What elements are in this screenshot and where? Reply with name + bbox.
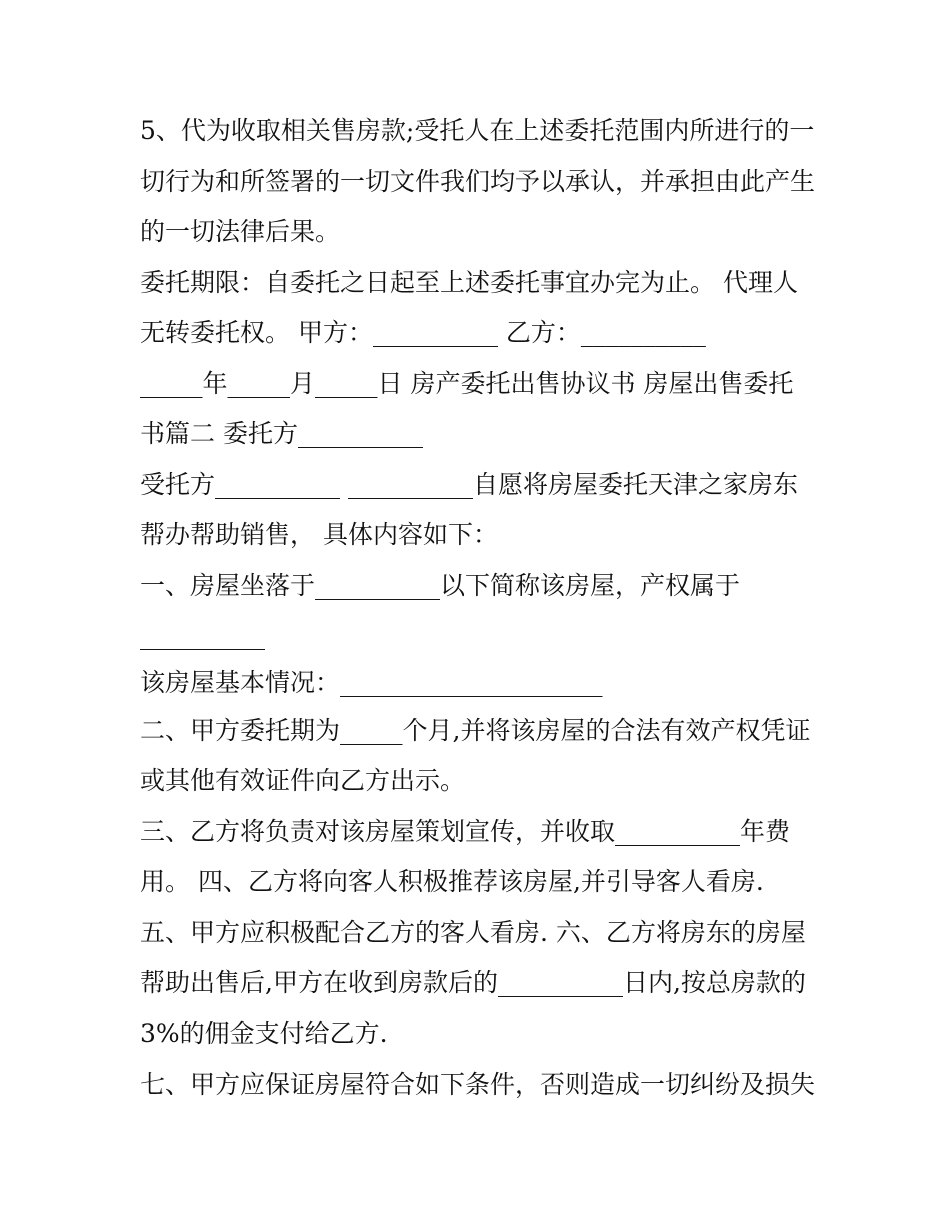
text-line: 3%的佣金支付给乙方. [140,1019,388,1048]
text-line: 受托方__________ __________自愿将房屋委托天津之家房东 [140,470,798,499]
text-line: __________ [140,621,265,650]
text-line: 帮助出售后,甲方在收到房款后的__________日内,按总房款的 [140,968,806,997]
text-line: 帮办帮助销售， 具体内容如下： [140,520,498,549]
text-line: 切行为和所签署的一切文件我们均予以承认，并承担由此产生 [140,167,816,196]
text-line: 书篇二 委托方__________ [140,419,423,448]
text-line: 五、甲方应积极配合乙方的客人看房. 六、乙方将房东的房屋 [140,918,806,947]
text-line: 七、甲方应保证房屋符合如下条件，否则造成一切纠纷及损失 [140,1070,816,1099]
text-line: 三、乙方将负责对该房屋策划宣传，并收取__________年费 [140,817,791,846]
text-line: 或其他有效证件向乙方出示。 [140,766,466,795]
text-line: 该房屋基本情况：_____________________ [140,668,603,697]
text-line: 5、代为收取相关售房款;受托人在上述委托范围内所进行的一 [140,116,815,145]
text-line: 二、甲方委托期为_____个月,并将该房屋的合法有效产权凭证 [140,716,811,745]
text-line: 委托期限：自委托之日起至上述委托事宜办完为止。 代理人 [140,268,798,297]
text-line: 无转委托权。 甲方：__________ 乙方：__________ [140,318,706,347]
text-line: 一、房屋坐落于__________以下简称该房屋，产权属于 [140,571,741,600]
text-line: 的一切法律后果。 [140,217,341,246]
text-line: _____年_____月_____日 房产委托出售协议书 房屋出售委托 [140,369,794,398]
text-line: 用。 四、乙方将向客人积极推荐该房屋,并引导客人看房. [140,867,764,896]
